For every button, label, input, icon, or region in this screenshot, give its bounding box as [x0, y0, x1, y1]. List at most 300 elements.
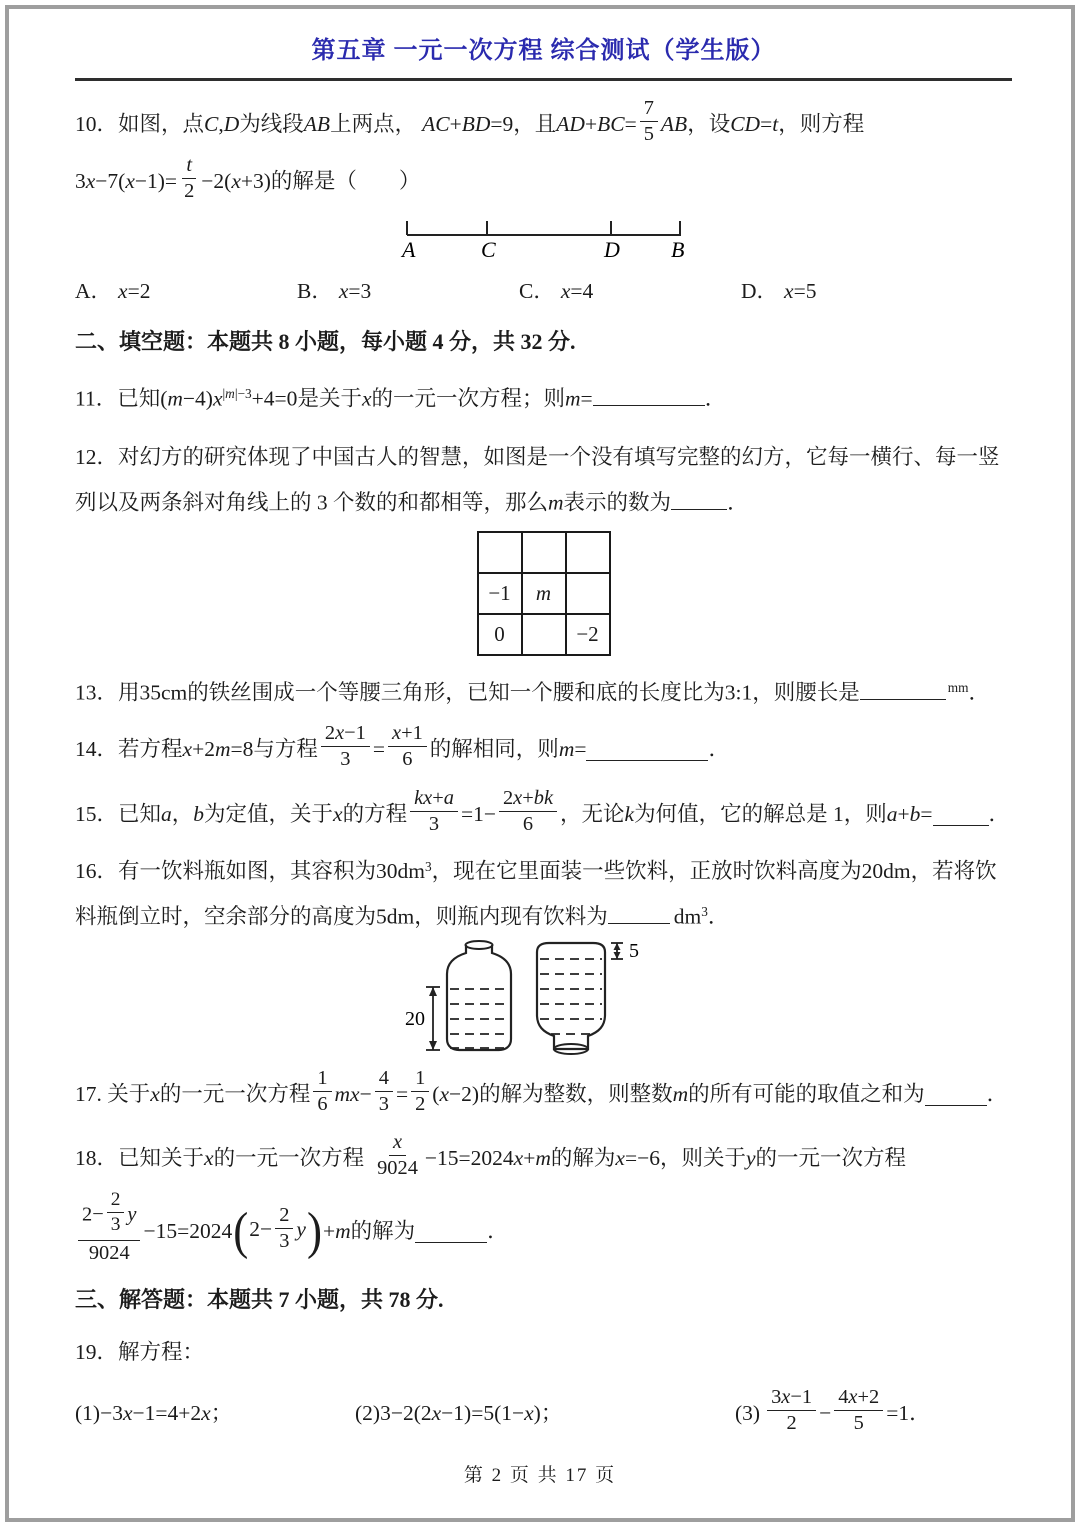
math-var: m [672, 1081, 689, 1106]
math-op: 2 [279, 1203, 290, 1226]
question-14-line-1 [75, 721, 1012, 777]
math-op: = [920, 801, 933, 826]
text-run: 的一元一次方程 [213, 1145, 365, 1170]
text-run: (2) [355, 1401, 381, 1426]
fraction-denominator [782, 1411, 800, 1435]
text-run: 为定值，关于 [204, 801, 334, 826]
math-op: −15=2024 [424, 1145, 514, 1170]
fraction-denominator [850, 1411, 868, 1435]
math-var: m [225, 386, 235, 402]
math-var: x [784, 279, 794, 303]
text-run: ． [986, 1081, 1009, 1106]
text-run: 的解相同，则 [429, 736, 559, 761]
math-op: − [359, 1081, 372, 1106]
math-run [362, 387, 372, 411]
fraction-numerator [389, 1131, 406, 1156]
superscript [948, 680, 969, 695]
upright-liquid-lines [450, 989, 508, 1048]
label-B: B [670, 237, 684, 261]
text-run: 的解为 [550, 1145, 616, 1170]
math-run [201, 165, 271, 197]
math-run [415, 1093, 425, 1115]
math-op: = [372, 736, 386, 761]
math-op: =2 [127, 279, 151, 303]
question-12-line-2 [75, 486, 1012, 519]
math-op: − [819, 1401, 832, 1426]
text-run: 19．解方程： [75, 1340, 205, 1364]
math-op: = [624, 111, 637, 136]
superscript [223, 386, 252, 401]
math-op: 3 [110, 1214, 121, 1236]
fraction-numerator [410, 787, 458, 812]
math-run [396, 1078, 408, 1110]
math-run [548, 491, 564, 515]
close-paren-icon: ) [306, 1201, 322, 1260]
math-var: y [127, 1203, 137, 1225]
math-op: =3 [348, 279, 372, 303]
text-run: ，无论 [560, 801, 625, 826]
math-run [340, 748, 350, 770]
math-op: −2( [201, 168, 232, 193]
math-var: a [886, 801, 898, 826]
text-run: ，则方程 [778, 111, 865, 136]
math-run [784, 279, 816, 303]
question-13-line-1 [75, 676, 1012, 709]
math-var: x [615, 1145, 625, 1170]
fraction-denominator [398, 747, 416, 771]
math-run [838, 1386, 879, 1408]
label-5: 5 [628, 940, 639, 962]
text-run: ，且 [513, 111, 557, 136]
superscript [701, 904, 708, 919]
math-op: 2 [415, 1093, 426, 1116]
math-op: + [897, 801, 910, 826]
math-fraction [373, 1131, 422, 1181]
text-run: 17. 关于 [75, 1081, 151, 1106]
math-op: |−3 [234, 386, 252, 402]
math-run [559, 733, 587, 765]
math-run [249, 1217, 272, 1241]
math-run [296, 1217, 306, 1241]
text-run: 15．已知 [75, 801, 162, 826]
question-10-line-2 [75, 153, 1012, 209]
math-var: x [513, 786, 523, 809]
math-var: m [535, 1145, 551, 1170]
math-run [223, 386, 252, 401]
math-run [150, 1078, 160, 1110]
math-op: + [322, 1218, 336, 1243]
math-op: 3 [340, 748, 351, 770]
magic-cell [522, 614, 566, 655]
math-var: x [182, 736, 193, 761]
math-var: AB [660, 111, 688, 136]
math-fraction [640, 97, 658, 147]
math-var: m [167, 386, 183, 411]
math-op: =8 [230, 736, 254, 761]
math-op: +3) [240, 168, 271, 193]
answer-blank [933, 802, 989, 826]
math-op: =1 [886, 1401, 910, 1426]
fraction-denominator [373, 1156, 422, 1180]
math-op: −1 [344, 721, 366, 744]
magic-cell [522, 532, 566, 573]
math-run [854, 1412, 864, 1434]
text-run: ，现在它里面装一些饮料，正放时饮料高度为20dm，若将饮 [431, 858, 997, 883]
math-fraction [410, 787, 458, 837]
math-op: +1 [401, 721, 423, 744]
math-run [392, 722, 423, 744]
math-op: ( [160, 386, 168, 411]
math-var: x [231, 168, 241, 193]
math-var: CD [730, 111, 761, 136]
fraction-denominator [275, 1229, 293, 1253]
question-16-line-2 [75, 900, 1012, 933]
math-run [279, 1204, 289, 1226]
math-run [673, 1078, 689, 1110]
math-var: y [745, 1145, 756, 1170]
math-run [339, 279, 371, 303]
text-run: 的解是（ [270, 168, 357, 193]
math-var: y [296, 1216, 306, 1241]
math-run [425, 1142, 551, 1174]
math-run [556, 108, 636, 140]
superscript [425, 859, 432, 874]
title-divider [75, 78, 1012, 81]
math-var: x [122, 1401, 133, 1426]
answer-blank [671, 486, 727, 510]
math-run [380, 1401, 541, 1425]
math-var: x [431, 1401, 442, 1426]
math-op: + [522, 786, 534, 809]
question-18-line-1 [75, 1129, 1012, 1187]
math-run [461, 798, 496, 830]
math-var: x [848, 1385, 858, 1408]
math-run [887, 798, 933, 830]
math-fraction [834, 1386, 883, 1436]
math-run [373, 733, 385, 765]
math-op: −4) [182, 386, 213, 411]
text-run: 10．如图，点 [75, 111, 205, 136]
math-fraction [499, 787, 557, 837]
math-run [414, 787, 454, 809]
answer-blank [925, 1082, 987, 1106]
section-2-heading: 二、填空题：本题共 8 小题，每小题 4 分，共 32 分. [75, 329, 576, 355]
math-op: = [574, 736, 587, 761]
math-run [184, 180, 194, 202]
math-op: =4 [570, 279, 594, 303]
text-run: 11．已知 [75, 386, 161, 411]
fraction-numerator [499, 787, 557, 812]
text-run: (1) [75, 1401, 101, 1426]
fraction-denominator [640, 122, 658, 146]
text-run: A． [75, 279, 113, 303]
math-fraction [388, 722, 427, 772]
answer-blank [860, 676, 946, 700]
math-run [89, 1242, 130, 1264]
text-run: ， [171, 801, 194, 826]
math-op: + [584, 111, 598, 136]
paren-content [249, 1203, 306, 1256]
fraction-numerator [313, 1067, 331, 1092]
math-run [503, 787, 553, 809]
math-var: AD [556, 111, 585, 136]
fraction-numerator [640, 97, 658, 122]
open-paren-icon: ( [233, 1201, 249, 1260]
magic-row [478, 614, 610, 655]
text-run: 14．若方程 [75, 736, 183, 761]
text-run: 的方程 [342, 801, 408, 826]
fraction-denominator [425, 812, 443, 836]
height-20-arrow [426, 987, 440, 1050]
math-op: −1 [790, 1385, 813, 1408]
text-run: 为何值，它的解总是 1，则 [634, 801, 887, 826]
math-var: m [548, 490, 564, 515]
option-d [741, 275, 1012, 307]
math-run [432, 1078, 479, 1110]
math-run [561, 279, 593, 303]
magic-cell [566, 532, 610, 573]
math-run [644, 97, 654, 119]
math-var: x [781, 1385, 791, 1408]
magic-cell-m: m [522, 573, 566, 614]
text-run: 3 [701, 904, 708, 920]
text-run: 16．有一饮料瓶如图，其容积为30dm [75, 858, 425, 883]
line-segment-figure [399, 211, 689, 261]
math-run [118, 279, 150, 303]
math-run [193, 798, 204, 830]
math-op: 2 [502, 786, 514, 809]
math-op: 6 [402, 748, 413, 770]
math-var: BD [461, 111, 491, 136]
math-run [377, 1157, 418, 1179]
math-op: 2− [249, 1216, 273, 1241]
magic-cell: 0 [478, 614, 522, 655]
math-op: −7( [95, 168, 126, 193]
math-op: , [218, 111, 224, 136]
math-fraction [275, 1204, 293, 1254]
text-run: 是关于 [297, 386, 362, 411]
math-op: +2 [192, 736, 215, 761]
fraction-numerator [275, 1204, 293, 1229]
math-var: bk [533, 786, 554, 809]
math-run [402, 748, 412, 770]
math-var: x [392, 1130, 403, 1153]
option-c [519, 275, 741, 307]
text-run: 上两点， [330, 111, 417, 136]
math-run [771, 1386, 812, 1408]
math-run [127, 1203, 136, 1225]
math-run [422, 108, 513, 140]
math-var: C [204, 111, 219, 136]
math-fraction [375, 1067, 393, 1117]
magic-cell: −2 [566, 614, 610, 655]
math-op: −1)= [134, 168, 178, 193]
math-var: k [624, 801, 635, 826]
math-run [625, 798, 635, 830]
math-run [82, 1203, 104, 1225]
question-19-equations [75, 1378, 1012, 1448]
math-op: 5 [643, 123, 654, 146]
math-run [415, 1067, 425, 1089]
text-run: 的一元一次方程；则 [371, 386, 566, 411]
text-run: 的一元一次方程 [755, 1145, 907, 1170]
math-run [661, 108, 687, 140]
math-fraction [321, 722, 370, 772]
math-fraction [767, 1386, 816, 1436]
math-fraction [78, 1189, 140, 1266]
page-content [75, 0, 1012, 1448]
math-op: 4 [378, 1066, 389, 1089]
math-op: 3 [378, 1093, 389, 1116]
math-op: −3 [100, 1401, 123, 1426]
text-run: 18．已知关于 [75, 1145, 205, 1170]
math-var: BC [597, 111, 625, 136]
question-11-line-1 [75, 382, 1012, 415]
math-op: 9024 [88, 1242, 130, 1265]
math-run [335, 1078, 372, 1110]
math-op: −15=2024 [143, 1218, 233, 1243]
math-op: 2 [786, 1412, 797, 1435]
label-20: 20 [404, 1008, 425, 1030]
math-var: x [212, 386, 223, 411]
math-var: x [333, 801, 343, 826]
q19-item-1 [75, 1397, 355, 1429]
math-var: kx [414, 786, 433, 809]
fraction-numerator [767, 1386, 816, 1411]
text-run: D． [741, 279, 779, 303]
math-run [333, 798, 343, 830]
fraction-denominator [375, 1092, 393, 1116]
math-var: x [513, 1145, 524, 1170]
math-op: 2− [82, 1203, 104, 1225]
text-run: ） [398, 168, 421, 193]
math-run [75, 165, 177, 197]
fraction-numerator [411, 1067, 429, 1092]
math-run [325, 722, 366, 744]
math-op: = [760, 111, 773, 136]
text-run: 与方程 [253, 736, 318, 761]
answer-blank [586, 737, 708, 761]
math-var: x [524, 1401, 534, 1426]
math-run [279, 1230, 289, 1252]
math-run [160, 387, 222, 411]
math-op: =−6 [624, 1145, 660, 1170]
page-title: 第五章 一元一次方程 综合测试（学生版） [311, 38, 776, 64]
text-run: ． [909, 1401, 931, 1426]
label-A: A [401, 237, 415, 261]
math-op: + [449, 111, 462, 136]
math-op: 6 [317, 1093, 328, 1116]
text-run: dm [673, 904, 702, 929]
question-17-line-1 [75, 1065, 1012, 1123]
math-run [429, 813, 439, 835]
math-op: = [580, 386, 593, 411]
fraction-denominator [336, 747, 354, 771]
option-b [297, 275, 519, 307]
text-run: 的解为整数，则整数 [479, 1081, 673, 1106]
math-var: x [201, 1401, 211, 1426]
magic-row [478, 573, 610, 614]
math-run [317, 1093, 327, 1115]
math-var: x [338, 279, 349, 303]
math-op: 2 [184, 180, 195, 203]
math-fraction [313, 1067, 331, 1117]
magic-cell [566, 573, 610, 614]
math-op: 2 [324, 721, 336, 744]
math-var: m [214, 736, 231, 761]
math-op: | [222, 386, 226, 402]
math-var: a [161, 801, 172, 826]
math-var: AC [422, 111, 450, 136]
gap-5-arrow [611, 943, 623, 959]
math-var: AB [303, 111, 331, 136]
question-19-intro [75, 1336, 1012, 1368]
math-op: 1 [415, 1066, 426, 1089]
math-op: −2) [449, 1081, 480, 1106]
answer-blank [415, 1219, 487, 1243]
question-12-line-1 [75, 441, 1012, 473]
math-var: x [118, 279, 128, 303]
math-run [615, 1142, 660, 1174]
math-run [204, 108, 239, 140]
math-var: t [186, 153, 192, 176]
text-run: 12．对幻方的研究体现了中国古人的智慧，如图是一个没有填写完整的幻方，它每一横行、每一竖 [75, 445, 1000, 470]
math-op: 1 [317, 1066, 328, 1089]
fraction-denominator [85, 1241, 134, 1265]
math-op: + [523, 1145, 536, 1170]
fraction-denominator [411, 1092, 429, 1116]
text-run: ． [988, 801, 1011, 826]
math-op: 3 [75, 168, 86, 193]
math-run [143, 1215, 232, 1247]
magic-cell: −1 [478, 573, 522, 614]
math-op: 6 [522, 813, 534, 835]
fraction-denominator [313, 1092, 331, 1116]
math-run [379, 1093, 389, 1115]
text-run: 的解为 [350, 1218, 416, 1243]
fraction-denominator [519, 812, 537, 836]
math-run [565, 387, 593, 411]
math-op: =1− [460, 801, 496, 826]
q19-item-2 [355, 1397, 735, 1429]
answer-blank [593, 382, 705, 406]
math-var: x [150, 1081, 160, 1106]
text-run: ． [708, 736, 730, 761]
text-run: ，则关于 [659, 1145, 746, 1170]
text-run: 的一元一次方程 [159, 1081, 311, 1106]
bottle-figure [389, 937, 699, 1057]
math-op: 3−2(2 [380, 1401, 432, 1426]
math-fraction [411, 1067, 429, 1117]
section-3-heading: 三、解答题：本题共 7 小题，共 78 分. [75, 1287, 444, 1312]
math-var: m [558, 736, 575, 761]
math-var: x [335, 721, 345, 744]
answer-blank [608, 900, 670, 924]
math-var: x [392, 721, 402, 744]
fraction-denominator [180, 179, 198, 203]
fraction-numerator [834, 1386, 883, 1411]
math-op: 4 [838, 1385, 849, 1408]
magic-cell [478, 532, 522, 573]
math-var: m [335, 1218, 351, 1243]
text-run: 料瓶倒立时，空余部分的高度为5dm，则瓶内现有饮料为 [75, 904, 608, 929]
text-run: ． [707, 904, 730, 929]
math-run [323, 1215, 351, 1247]
math-op: 3 [428, 813, 440, 835]
math-var: b [193, 801, 205, 826]
math-op: ( [432, 1081, 440, 1106]
math-op: + [432, 786, 444, 809]
